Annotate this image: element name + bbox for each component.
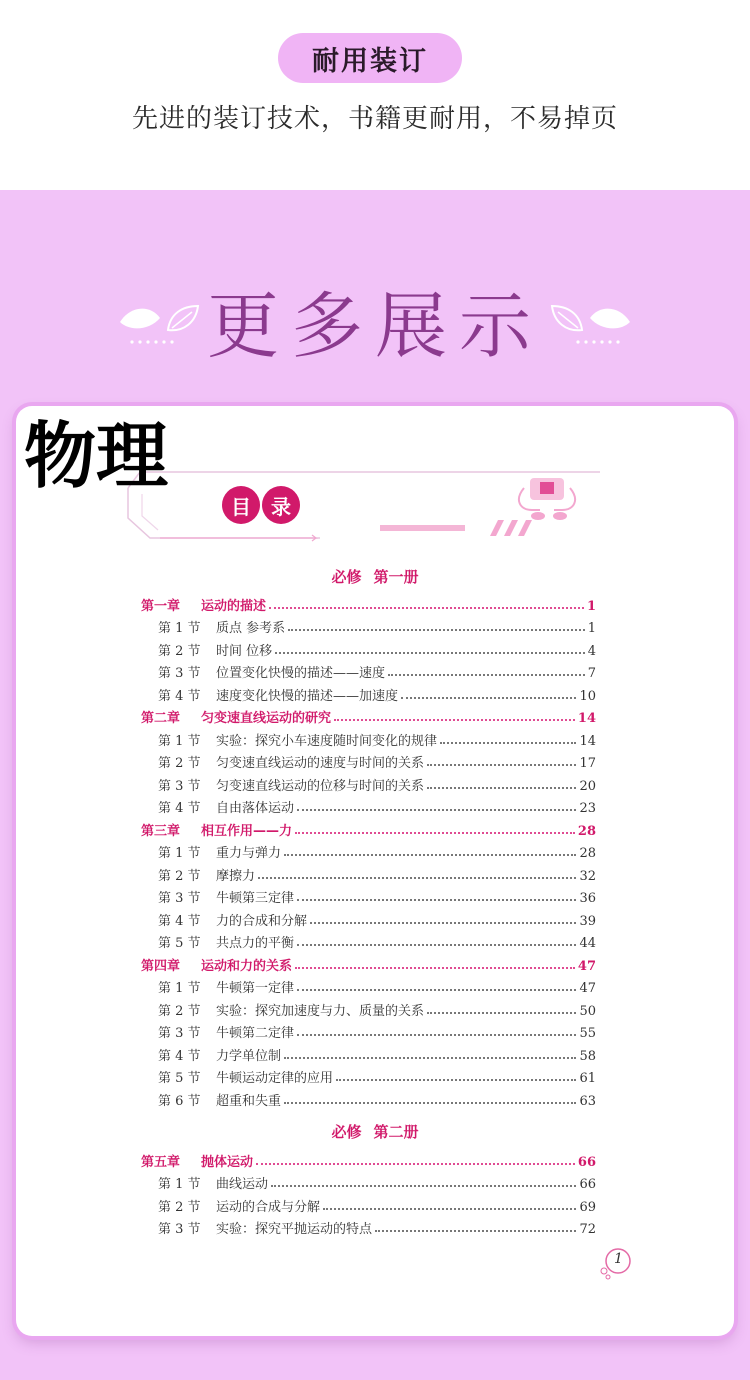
section-number: 第 2 节 bbox=[158, 756, 201, 771]
leader-dots bbox=[310, 922, 576, 924]
section-title: 共点力的平衡 bbox=[216, 936, 295, 951]
section-title: 自由落体运动 bbox=[216, 801, 295, 816]
section-number: 第 3 节 bbox=[158, 1222, 201, 1237]
section-page: 63 bbox=[579, 1094, 596, 1109]
chapter-title: 运动的描述 bbox=[201, 599, 267, 614]
section-number: 第 2 节 bbox=[158, 644, 201, 659]
leader-dots bbox=[284, 854, 576, 856]
toc-section-row[interactable] bbox=[158, 640, 596, 660]
toc-section-row[interactable] bbox=[158, 1067, 596, 1087]
toc-section-row[interactable] bbox=[158, 977, 596, 997]
section-page: 39 bbox=[579, 914, 596, 929]
section-page: 7 bbox=[587, 666, 596, 681]
toc-header-decoration bbox=[120, 458, 620, 550]
toc-section-row[interactable] bbox=[158, 730, 596, 750]
toc-section-row[interactable] bbox=[158, 797, 596, 817]
toc-chapter-row[interactable] bbox=[141, 820, 596, 840]
section-number: 第 4 节 bbox=[158, 689, 201, 704]
section-page: 44 bbox=[579, 936, 596, 951]
section-page: 47 bbox=[579, 981, 596, 996]
leader-dots bbox=[297, 989, 576, 991]
toc-chapter-row[interactable] bbox=[141, 1151, 596, 1171]
section-title: 牛顿第二定律 bbox=[216, 1026, 295, 1041]
section-title: 速度变化快慢的描述——加速度 bbox=[216, 689, 399, 704]
section-title: 重力与弹力 bbox=[216, 846, 282, 861]
page-number-badge bbox=[596, 1245, 636, 1285]
toc-section-row[interactable] bbox=[158, 1196, 596, 1216]
chapter-page: 47 bbox=[577, 959, 596, 974]
toc-section-row[interactable] bbox=[158, 1218, 596, 1238]
leader-dots bbox=[271, 1185, 576, 1187]
leader-dots bbox=[256, 1163, 575, 1165]
toc-section-row[interactable] bbox=[158, 865, 596, 885]
section-title: 牛顿运动定律的应用 bbox=[216, 1071, 334, 1086]
leader-dots bbox=[323, 1208, 576, 1210]
section-number: 第 2 节 bbox=[158, 869, 201, 884]
section-number: 第 5 节 bbox=[158, 1071, 201, 1086]
leader-dots bbox=[440, 742, 576, 744]
section-number: 第 5 节 bbox=[158, 936, 201, 951]
toc-header-char-1: 目 bbox=[222, 486, 260, 524]
chapter-number: 第四章 bbox=[141, 959, 181, 974]
section-page: 20 bbox=[579, 779, 596, 794]
chapter-number: 第五章 bbox=[141, 1155, 181, 1170]
section-page: 66 bbox=[579, 1177, 596, 1192]
section-number: 第 2 节 bbox=[158, 1004, 201, 1019]
chapter-number: 第一章 bbox=[141, 599, 181, 614]
chapter-page: 1 bbox=[586, 599, 596, 614]
section-page: 28 bbox=[579, 846, 596, 861]
volume-title-part2: 第二册 bbox=[373, 1123, 419, 1141]
section-title: 运动的合成与分解 bbox=[216, 1200, 321, 1215]
section-title: 时间 位移 bbox=[216, 644, 273, 659]
leader-dots bbox=[275, 652, 585, 654]
binding-tagline: 先进的装订技术，书籍更耐用，不易掉页 bbox=[131, 104, 618, 134]
toc-section-row[interactable] bbox=[158, 1000, 596, 1020]
toc-section-row[interactable] bbox=[158, 662, 596, 682]
section-title: 曲线运动 bbox=[216, 1177, 269, 1192]
leader-dots bbox=[297, 899, 576, 901]
section-number: 第 4 节 bbox=[158, 914, 201, 929]
section-page: 69 bbox=[579, 1200, 596, 1215]
section-page: 4 bbox=[587, 644, 596, 659]
leader-dots bbox=[334, 719, 575, 721]
leader-dots bbox=[336, 1079, 576, 1081]
section-page: 17 bbox=[579, 756, 596, 771]
section-title: 力的合成和分解 bbox=[216, 914, 308, 929]
section-number: 第 3 节 bbox=[158, 1026, 201, 1041]
section-page: 58 bbox=[579, 1049, 596, 1064]
section-number: 第 1 节 bbox=[158, 734, 201, 749]
volume-title bbox=[0, 566, 750, 587]
volume-title-part2: 第一册 bbox=[373, 568, 419, 586]
leader-dots bbox=[427, 764, 576, 766]
section-title: 实验：探究平抛运动的特点 bbox=[216, 1222, 373, 1237]
leader-dots bbox=[284, 1102, 576, 1104]
section-page: 61 bbox=[579, 1071, 596, 1086]
section-page: 36 bbox=[579, 891, 596, 906]
section-number: 第 3 节 bbox=[158, 779, 201, 794]
toc-section-row[interactable] bbox=[158, 617, 596, 637]
section-title: 实验：探究小车速度随时间变化的规律 bbox=[216, 734, 438, 749]
volume-title bbox=[0, 1121, 750, 1142]
leader-dots bbox=[427, 787, 576, 789]
toc-header-char-2: 录 bbox=[262, 486, 300, 524]
section-number: 第 4 节 bbox=[158, 801, 201, 816]
section-number: 第 1 节 bbox=[158, 981, 201, 996]
section-number: 第 3 节 bbox=[158, 666, 201, 681]
chapter-title: 相互作用——力 bbox=[201, 824, 293, 839]
section-page: 50 bbox=[579, 1004, 596, 1019]
chapter-title: 运动和力的关系 bbox=[201, 959, 293, 974]
binding-badge: 耐用装订 bbox=[278, 33, 462, 83]
section-number: 第 1 节 bbox=[158, 1177, 201, 1192]
toc-chapter-row[interactable] bbox=[141, 595, 596, 615]
toc-section-row[interactable] bbox=[158, 685, 596, 705]
chapter-page: 66 bbox=[577, 1155, 596, 1170]
section-number: 第 2 节 bbox=[158, 1200, 201, 1215]
chapter-number: 第三章 bbox=[141, 824, 181, 839]
leader-dots bbox=[258, 877, 576, 879]
section-number: 第 1 节 bbox=[158, 846, 201, 861]
page-number: 1 bbox=[614, 1251, 623, 1267]
toc-section-row[interactable] bbox=[158, 1090, 596, 1110]
toc-section-row[interactable] bbox=[158, 1045, 596, 1065]
chapter-page: 28 bbox=[577, 824, 596, 839]
toc-chapter-row[interactable] bbox=[141, 707, 596, 727]
leader-dots bbox=[288, 629, 585, 631]
section-page: 10 bbox=[579, 689, 596, 704]
section-title: 力学单位制 bbox=[216, 1049, 282, 1064]
top-section bbox=[0, 0, 750, 190]
section-title: 牛顿第三定律 bbox=[216, 891, 295, 906]
leader-dots bbox=[388, 674, 585, 676]
section-page: 1 bbox=[587, 621, 596, 636]
chapter-title: 匀变速直线运动的研究 bbox=[201, 711, 332, 726]
toc-section-row[interactable] bbox=[158, 910, 596, 930]
leader-dots bbox=[295, 967, 575, 969]
toc-section-row[interactable] bbox=[158, 932, 596, 952]
toc-section-row[interactable] bbox=[158, 1022, 596, 1042]
section-title: 匀变速直线运动的位移与时间的关系 bbox=[216, 779, 425, 794]
section-page: 14 bbox=[579, 734, 596, 749]
section-number: 第 4 节 bbox=[158, 1049, 201, 1064]
leader-dots bbox=[297, 1034, 576, 1036]
section-number: 第 1 节 bbox=[158, 621, 201, 636]
section-title: 质点 参考系 bbox=[216, 621, 286, 636]
section-number: 第 6 节 bbox=[158, 1094, 201, 1109]
section-page: 23 bbox=[579, 801, 596, 816]
toc-section-row[interactable] bbox=[158, 752, 596, 772]
section-title: 位置变化快慢的描述——速度 bbox=[216, 666, 386, 681]
leader-dots bbox=[297, 944, 576, 946]
toc-section-row[interactable] bbox=[158, 887, 596, 907]
section-title: 匀变速直线运动的速度与时间的关系 bbox=[216, 756, 425, 771]
toc-section-row[interactable] bbox=[158, 842, 596, 862]
volume-title-part1: 必修 bbox=[331, 1123, 362, 1141]
section-page: 72 bbox=[579, 1222, 596, 1237]
leader-dots bbox=[401, 697, 576, 699]
section-page: 32 bbox=[579, 869, 596, 884]
leader-dots bbox=[427, 1012, 576, 1014]
toc-section-row[interactable] bbox=[158, 775, 596, 795]
chapter-number: 第二章 bbox=[141, 711, 181, 726]
leader-dots bbox=[284, 1057, 576, 1059]
section-title: 超重和失重 bbox=[216, 1094, 282, 1109]
leader-dots bbox=[297, 809, 576, 811]
section-number: 第 3 节 bbox=[158, 891, 201, 906]
section-title: 摩擦力 bbox=[216, 869, 256, 884]
section-title: 实验：探究加速度与力、质量的关系 bbox=[216, 1004, 425, 1019]
toc-section-row[interactable] bbox=[158, 1173, 596, 1193]
subject-label: 物理 bbox=[24, 414, 169, 498]
toc-chapter-row[interactable] bbox=[141, 955, 596, 975]
section-page: 55 bbox=[579, 1026, 596, 1041]
chapter-title: 抛体运动 bbox=[201, 1155, 254, 1170]
leader-dots bbox=[375, 1230, 576, 1232]
chapter-page: 14 bbox=[577, 711, 596, 726]
more-showcase-title: 更多展示 bbox=[206, 284, 543, 368]
leader-dots bbox=[295, 832, 575, 834]
section-title: 牛顿第一定律 bbox=[216, 981, 295, 996]
volume-title-part1: 必修 bbox=[331, 568, 362, 586]
leader-dots bbox=[269, 607, 584, 609]
